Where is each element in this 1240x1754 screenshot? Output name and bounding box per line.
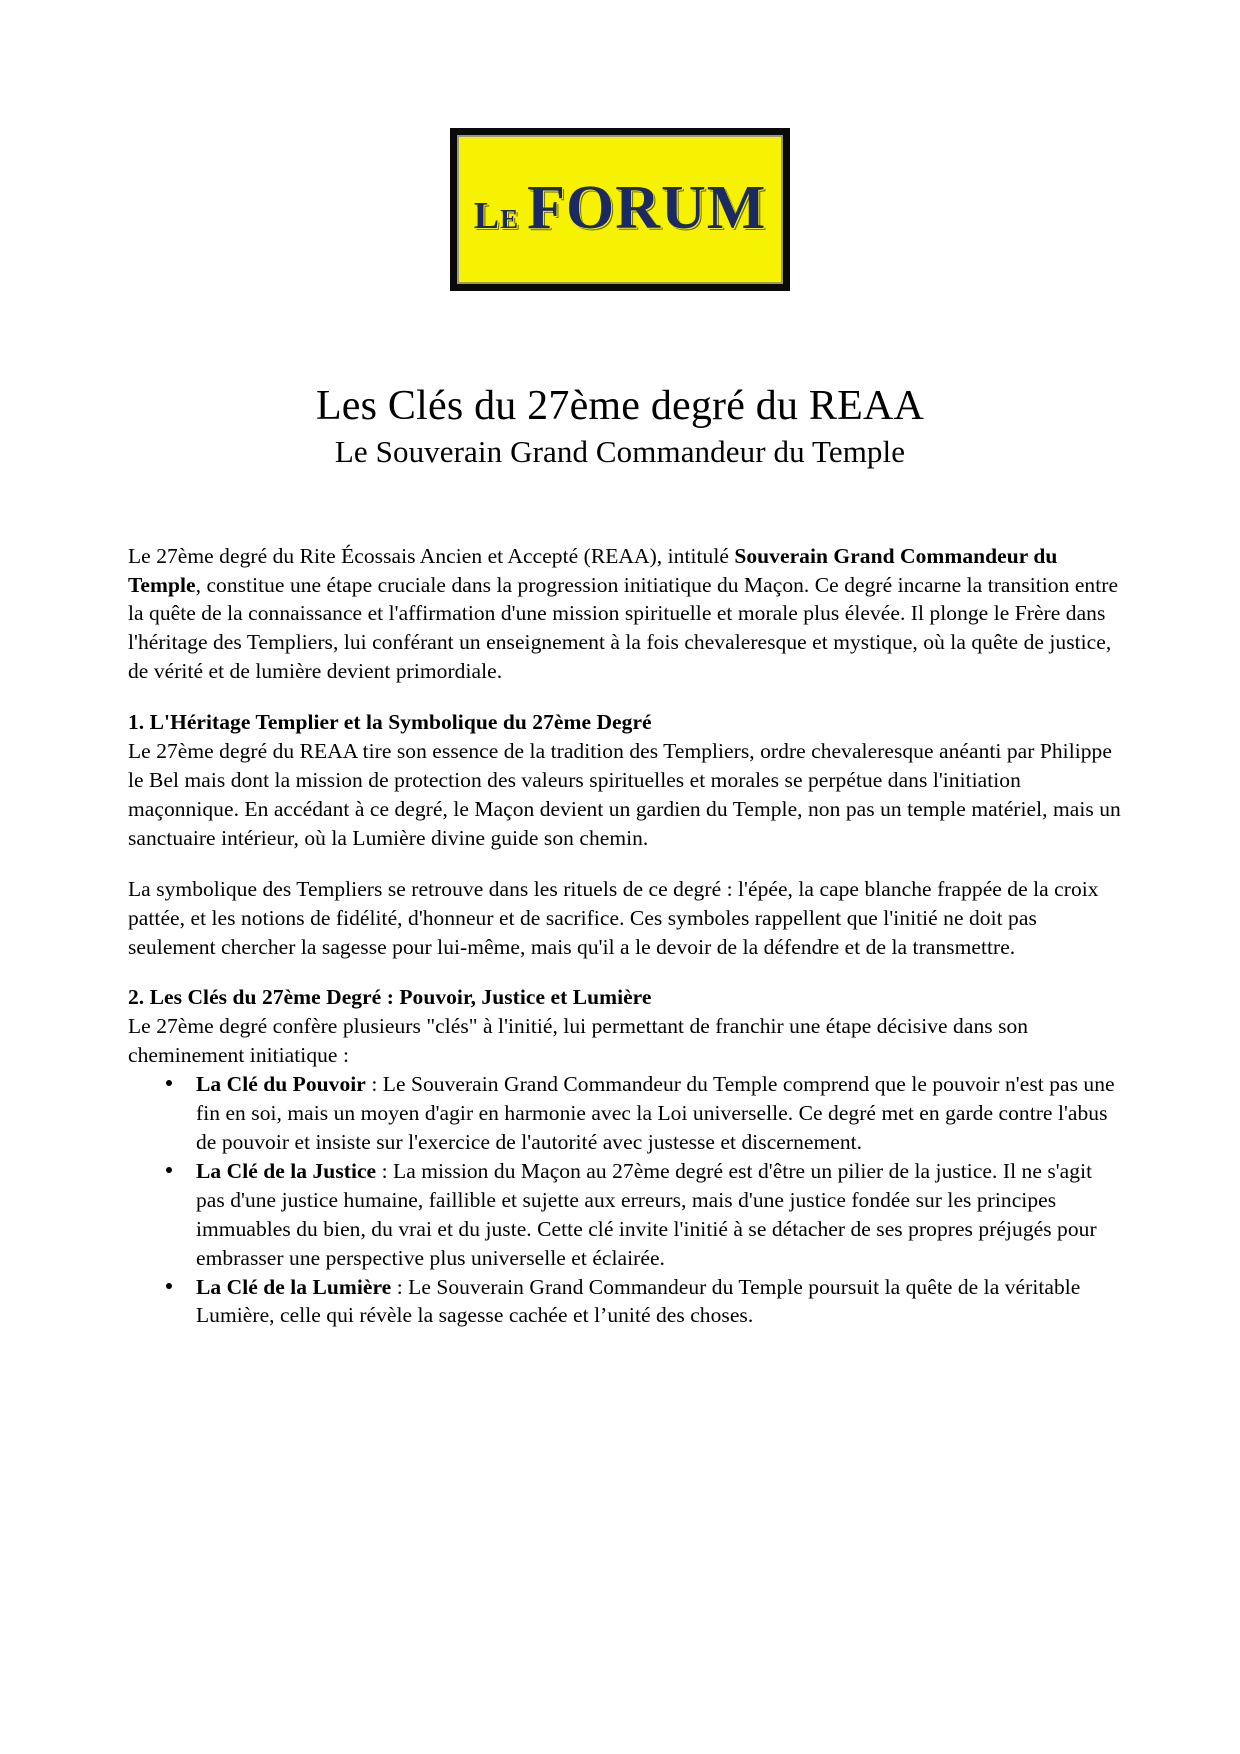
list-item-lead: La Clé de la Lumière: [196, 1274, 392, 1299]
list-item-text: : La mission du Maçon au 27ème degré est d'être un pilier de la justice. Il ne s'agit pas d'une justice humaine, faillible et sujette aux erreurs, mais d'une justice fondée sur les principes immuables du bien, du vrai et du juste. Cette clé invite l'initié à se détacher de ses propres préjugés pour embrasser une perspective plus universelle et éclairée.: [196, 1158, 1097, 1270]
list-item: [128, 1157, 1122, 1273]
list-item: [128, 1070, 1122, 1157]
list-item-lead: La Clé du Pouvoir: [196, 1072, 366, 1097]
logo-word-forum: FORUM: [527, 173, 767, 242]
bullet-icon: [166, 1167, 172, 1173]
document-body: [0, 470, 1240, 1331]
list-item-text: : Le Souverain Grand Commandeur du Temple poursuit la quête de la véritable Lumière, celle qui révèle la sagesse cachée et l’unité des choses.: [196, 1274, 1081, 1328]
list-item-text: : Le Souverain Grand Commandeur du Temple comprend que le pouvoir n'est pas une fin en soi, mais un moyen d'agir en harmonie avec la Loi universelle. Ce degré met en garde contre l'abus de pouvoir et insiste sur l'exercice de l'autorité avec justesse et discernement.: [196, 1072, 1115, 1154]
logo-word-le: Le: [473, 194, 520, 237]
page-title: Les Clés du 27ème degré du REAA: [315, 383, 925, 429]
intro-paragraph: [128, 542, 1122, 687]
keys-list: [128, 1070, 1122, 1330]
intro-text-part2: , constitue une étape cruciale dans la progression initiatique du Maçon. Ce degré incarne la transition entre la quête de la connaissance et l'affirmation d'une mission spirituelle et morale plus élevée. Il plonge le Frère dans l'héritage des Templiers, lui conférant un enseignement à la fois chevaleresque et mystique, où la quête de justice, de vérité et de lumière devient primordiale.: [128, 572, 1119, 684]
section-2-heading: 2. Les Clés du 27ème Degré : Pouvoir, Justice et Lumière: [128, 985, 652, 1010]
logo-inner-frame: [457, 135, 783, 284]
section-1-heading: 1. L'Héritage Templier et la Symbolique du 27ème Degré: [128, 710, 652, 735]
intro-bold-phrase: Souverain Grand Commandeur du Temple: [128, 543, 1058, 597]
section-1-paragraph-2: La symbolique des Templiers se retrouve dans les rituels de ce degré : l'épée, la cape blanche frappée de la croix pattée, et les notions de fidélité, d'honneur et de sacrifice. Ces symboles rappellent que l'initié ne doit pas seulement chercher la sagesse pour lui-même, mais qu'il a le devoir de la défendre et de la transmettre.: [128, 876, 1099, 959]
section-2-intro-paragraph: Le 27ème degré confère plusieurs "clés" à l'initié, lui permettant de franchir une étape décisive dans son cheminement initiatique :: [128, 1014, 1029, 1068]
section-1-paragraph-1: Le 27ème degré du REAA tire son essence de la tradition des Templiers, ordre chevaleresque anéanti par Philippe le Bel mais dont la mission de protection des valeurs spirituelles et morales se perpétue dans l'initiation maçonnique. En accédant à ce degré, le Maçon devient un gardien du Temple, non pas un temple matériel, mais un sanctuaire intérieur, où la Lumière divine guide son chemin.: [128, 739, 1121, 850]
list-item-lead: La Clé de la Justice: [196, 1158, 377, 1183]
bullet-icon: [166, 1283, 172, 1289]
bullet-icon: [166, 1080, 172, 1086]
logo-outer-frame: [450, 128, 790, 291]
page-subtitle: Le Souverain Grand Commandeur du Temple: [334, 434, 906, 470]
logo-header: [0, 0, 1240, 291]
list-item: [128, 1273, 1122, 1331]
intro-text-part1: Le 27ème degré du Rite Écossais Ancien et Accepté (REAA), intitulé: [128, 543, 735, 568]
title-block: [0, 383, 1240, 470]
logo-wordmark: [473, 173, 767, 242]
